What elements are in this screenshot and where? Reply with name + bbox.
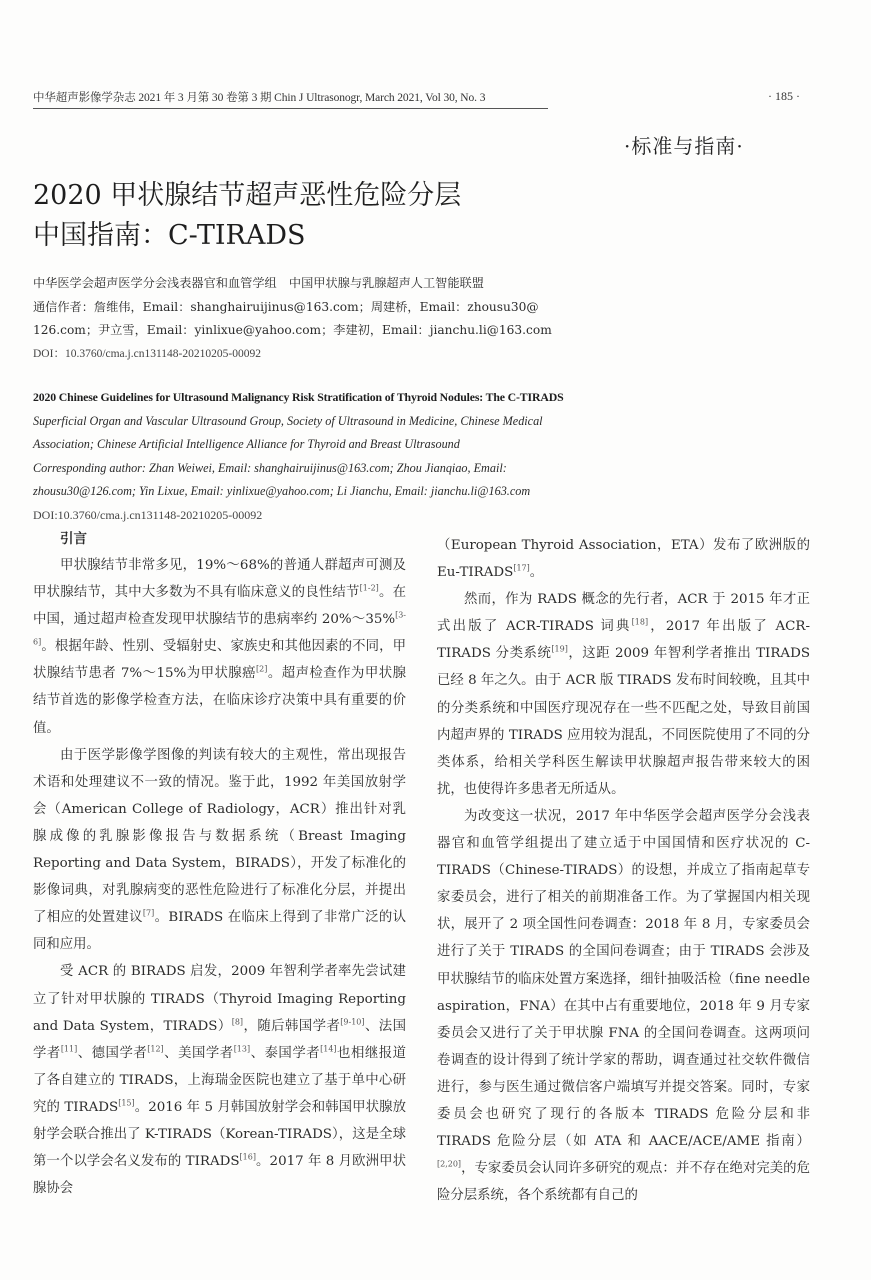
- paragraph-text: ，专家委员会认同许多研究的观点：并不存在绝对完美的危险分层系统，各个系统都有自己的: [437, 1161, 810, 1204]
- right-column: [437, 532, 810, 1209]
- title-line-2: 中国指南：C-TIRADS: [33, 220, 306, 251]
- citation[interactable]: [14]: [320, 1044, 337, 1054]
- paragraph-text: 甲状腺结节非常多见，19%～68%的普通人群超声可测及甲状腺结节，其中大多数为不具有临床意义的良性结节: [33, 558, 406, 601]
- citation[interactable]: [13]: [233, 1044, 251, 1054]
- citation[interactable]: [15]: [118, 1098, 135, 1108]
- citation[interactable]: [2,20]: [437, 1159, 462, 1169]
- doi: DOI：10.3760/cma.j.cn131148-20210205-00092: [33, 347, 261, 360]
- author-groups: 中华医学会超声医学分会浅表器官和血管学组 中国甲状腺与乳腺超声人工智能联盟: [33, 276, 484, 290]
- english-affiliation-line-1: Superficial Organ and Vascular Ultrasound Group, Society of Ultrasound in Medicine, Chinese Medical: [33, 413, 543, 428]
- paragraph-text: 也相继报道了各自建立的 TIRADS，上海瑞金医院也建立了基于单中心研究的 TIRADS: [33, 1045, 407, 1115]
- paragraph-text: 、美国学者: [163, 1045, 234, 1061]
- title-line-1: 2020 甲状腺结节超声恶性危险分层: [33, 180, 462, 211]
- paragraph: [437, 586, 810, 803]
- article-title: [33, 176, 461, 256]
- english-abstract-header: [33, 386, 673, 527]
- citation[interactable]: [11]: [60, 1044, 78, 1054]
- paragraph-text: 。在中国，通过超声检查发现甲状腺结节的患病率约 20%～35%: [33, 585, 407, 628]
- paragraph-continued: [437, 532, 810, 586]
- running-header: 中华超声影像学杂志 2021 年 3 月第 30 卷第 3 期 Chin J Ultrasonogr, March 2021, Vol 30, No. 3: [33, 89, 548, 109]
- citation[interactable]: [9-10]: [340, 1017, 365, 1027]
- english-affiliation-line-2: Association; Chinese Artificial Intelligence Alliance for Thyroid and Breast Ultrasound: [33, 437, 460, 451]
- paragraph: [33, 742, 406, 959]
- citation[interactable]: [18]: [631, 617, 649, 627]
- citation[interactable]: [7]: [142, 908, 155, 918]
- corresponding-authors-line-2: 126.com；尹立雪，Email：yinlixue@yahoo.com；李建初，Email：jianchu.li@163.com: [33, 323, 552, 337]
- citation[interactable]: [12]: [147, 1044, 164, 1054]
- paragraph-text: 受 ACR 的 BIRADS 启发，2009 年智利学者率先尝试建立了针对甲状腺的 TIRADS（Thyroid Imaging Reporting and Data System，TIRADS）: [33, 964, 406, 1034]
- citation[interactable]: [2]: [256, 664, 268, 674]
- paragraph: [33, 958, 406, 1202]
- paragraph-text: 由于医学影像学图像的判读有较大的主观性，常出现报告术语和处理建议不一致的情况。鉴于此，1992 年美国放射学会（American College of Radiology，ACR）推出针对乳腺成像的乳腺影像报告与数据系统（Breast Imaging Reporting and Data System，BIRADS），开发了标准化的影像词典，对乳腺病变的恶性危险进行了标准化分层，并提出了相应的处置建议: [33, 747, 406, 926]
- english-doi: DOI:10.3760/cma.j.cn131148-20210205-00092: [33, 507, 263, 522]
- citation[interactable]: [1-2]: [359, 583, 379, 593]
- paragraph-text: ，2017 年出版了 ACR-TIRADS 分类系统: [437, 619, 810, 662]
- paragraph-text: 。: [529, 565, 544, 581]
- paragraph: [33, 552, 406, 742]
- author-block: [33, 272, 673, 366]
- paragraph: [437, 803, 810, 1209]
- citation[interactable]: [19]: [551, 644, 568, 654]
- citation[interactable]: [16]: [239, 1152, 256, 1162]
- page-number: · 185 ·: [768, 89, 800, 103]
- paragraph-text: 、德国学者: [77, 1045, 148, 1061]
- paragraph-text: 。超声检查作为甲状腺结节首选的影像学检查方法，在临床诊疗决策中具有重要的价值。: [33, 666, 406, 736]
- english-corresponding-line-1: Corresponding author: Zhan Weiwei, Email: shanghairuijinus@163.com; Zhou Jianqiao, Email:: [33, 460, 507, 475]
- paragraph-text: ，随后韩国学者: [243, 1018, 341, 1034]
- paragraph-text: 、法国学者: [33, 1018, 407, 1061]
- corresponding-authors-line-1: 通信作者：詹维伟，Email：shanghairuijinus@163.com；周建桥，Email：zhousu30@: [33, 299, 539, 314]
- section-heading-introduction: 引言: [60, 531, 87, 547]
- paragraph-text: （European Thyroid Association，ETA）发布了欧洲版的 Eu-TIRADS: [437, 538, 810, 581]
- citation[interactable]: [3-6]: [33, 610, 406, 647]
- english-title: 2020 Chinese Guidelines for Ultrasound Malignancy Risk Stratification of Thyroid Nodules: The C-TIRADS: [33, 390, 564, 404]
- paragraph-text: 。BIRADS 在临床上得到了非常广泛的认同和应用。: [33, 910, 406, 953]
- paragraph-text: 、泰国学者: [250, 1045, 321, 1061]
- citation[interactable]: [17]: [513, 563, 530, 573]
- paragraph-text: 然而，作为 RADS 概念的先行者，ACR 于 2015 年才正式出版了 ACR-TIRADS 词典: [437, 592, 810, 635]
- left-column: [33, 532, 406, 1202]
- english-corresponding-line-2: zhousu30@126.com; Yin Lixue, Email: yinlixue@yahoo.com; Li Jianchu, Email: jianchu.li@163.com: [33, 484, 531, 498]
- section-label: ·标准与指南·: [624, 134, 744, 158]
- paragraph-text: 。根据年龄、性别、受辐射史、家族史和其他因素的不同，甲状腺结节患者 7%～15%为甲状腺癌: [33, 639, 406, 682]
- paragraph-text: ，这距 2009 年智利学者推出 TIRADS 已经 8 年之久。由于 ACR 版 TIRADS 发布时间较晚，且其中的分类系统和中国医疗现况存在一些不匹配之处，导致目前国内超声界的 TIRADS 应用较为混乱，不同医院使用了不同的分类体系，给相关学科医生解读甲状腺超声报告带来较大的困扰，也使得许多患者无所适从。: [437, 646, 811, 797]
- citation[interactable]: [8]: [231, 1017, 244, 1027]
- paragraph-text: 。2016 年 5 月韩国放射学会和韩国甲状腺放射学会联合推出了 K-TIRADS（Korean-TIRADS），这是全球第一个以学会名义发布的 TIRADS: [33, 1099, 406, 1170]
- paragraph-text: 。2017 年 8 月欧洲甲状腺协会: [33, 1154, 406, 1197]
- paragraph-text: 为改变这一状况，2017 年中华医学会超声医学分会浅表器官和血管学组提出了建立适于中国国情和医疗状况的 C-TIRADS（Chinese-TIRADS）的设想，并成立了指南起草专家委员会，进行了相关的前期准备工作。为了掌握国内相关现状，展开了 2 项全国性问卷调查：2018 年 8 月，专家委员会进行了关于 TIRADS 的全国问卷调查；由于 TIRADS 会涉及甲状腺结节的临床处置方案选择，细针抽吸活检（fine needle aspiration，FNA）在其中占有重要地位，2018 年 9 月专家委员会又进行了关于甲状腺 FNA 的全国问卷调查。这两项问卷调查的设计得到了统计学家的帮助，调查通过社交软件微信进行，参与医生通过微信客户端填写并提交答案。同时，专家委员会也研究了现行的各版本 TIRADS 危险分层和非 TIRADS 危险分层（如 ATA 和 AACE/ACE/AME 指南）: [437, 808, 810, 1150]
